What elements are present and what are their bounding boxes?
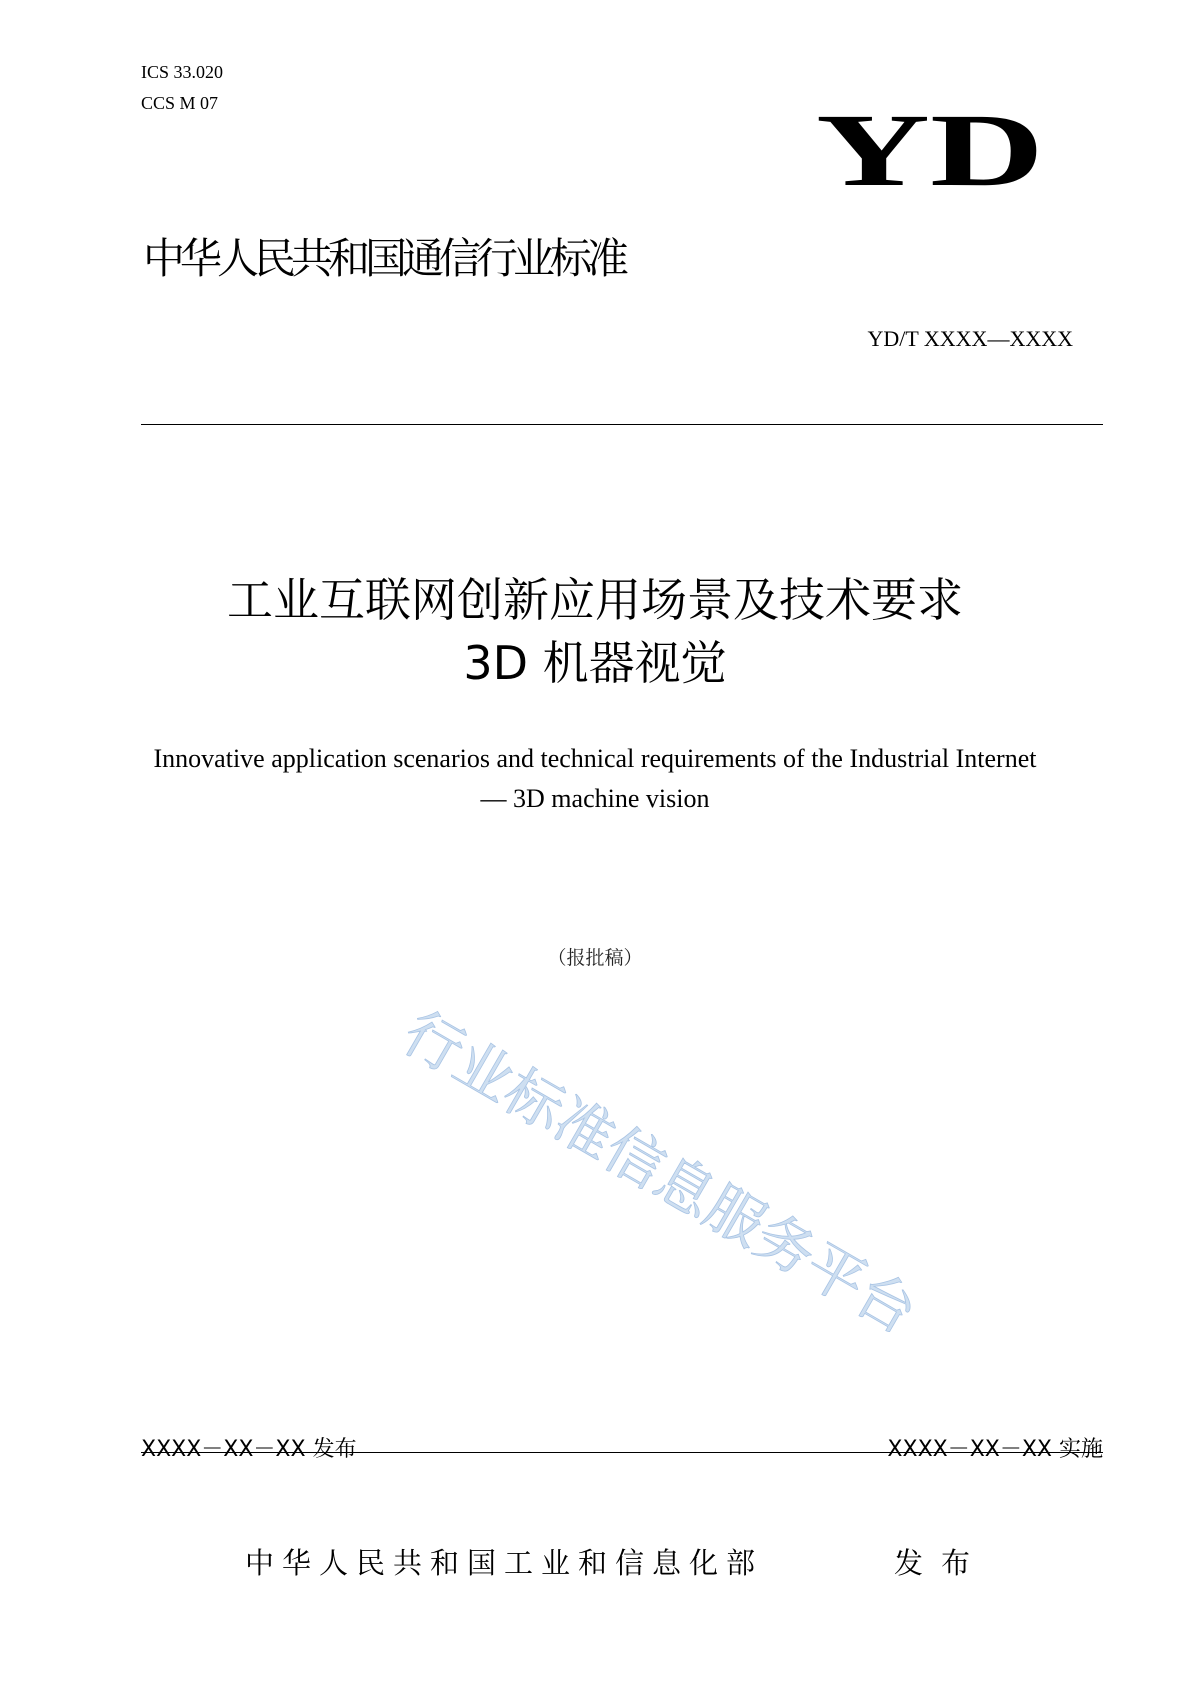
title-english-line2: — 3D machine vision [480, 784, 710, 813]
yd-logo [805, 100, 1055, 200]
publish-label: 发布 [894, 1546, 989, 1580]
issue-date: XXXX－XX－XX 发布 [141, 1437, 357, 1462]
publisher-name: 中华人民共和国工业和信息化部 [245, 1546, 764, 1580]
title-chinese-line1: 工业互联网创新应用场景及技术要求 [227, 573, 963, 627]
title-english-line1: Innovative application scenarios and technical requirements of the Industrial Internet [153, 744, 1037, 773]
ics-code: ICS 33.020 [141, 62, 224, 82]
watermark-text: 行业标准信息服务平台 [391, 998, 929, 1348]
implementation-date: XXXX－XX－XX 实施 [887, 1437, 1103, 1462]
top-divider [141, 424, 1103, 425]
yd-logo-text: YD [816, 100, 1044, 200]
watermark [300, 990, 1000, 1390]
ccs-code: CCS M 07 [141, 93, 219, 113]
standard-number: YD/T XXXX—XXXX [867, 326, 1073, 351]
draft-status: （报批稿） [547, 947, 643, 969]
bottom-divider [141, 1452, 1103, 1453]
industry-standard-heading: 中华人民共和国通信行业标准 [143, 234, 625, 283]
title-chinese-line2: 3D 机器视觉 [463, 636, 727, 690]
